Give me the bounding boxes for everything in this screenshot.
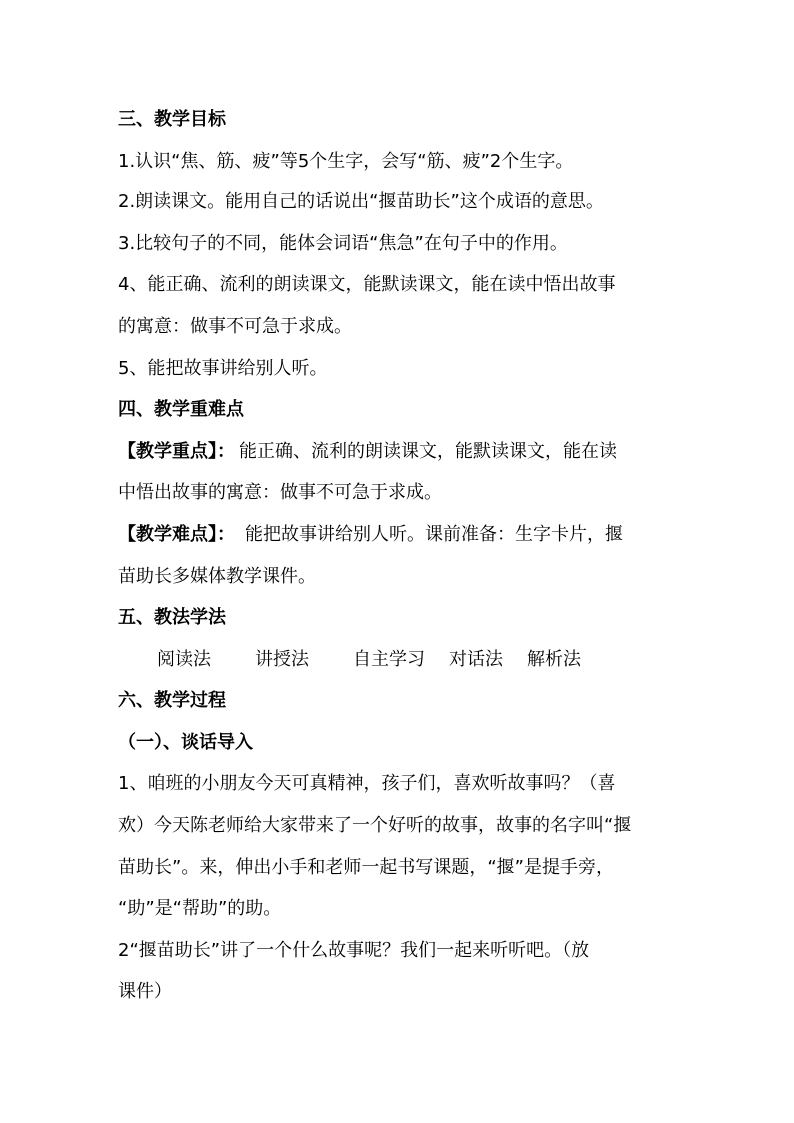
method-item: 自主学习 [353,649,425,670]
methods-list [157,648,581,672]
goal-item-5: 5、能把故事讲给别人听。 [118,358,328,379]
section-heading-methods: 五、教法学法 [118,607,226,628]
section-heading-teaching-goals: 三、教学目标 [118,109,226,130]
goal-item-2: 2.朗读课文。能用自己的话说出“揠苗助长”这个成语的意思。 [118,191,604,212]
goal-item-1: 1.认识“焦、筋、疲”等5个生字，会写“筋、疲”2个生字。 [118,151,574,172]
goal-item-4-line-2: 的寓意：做事不可急于求成。 [118,316,352,337]
key-point-line-1 [118,440,617,464]
method-item: 解析法 [527,649,581,670]
process-p1-line-3: 苗助长”。来，伸出小手和老师一起书写课题，“揠”是提手旁， [118,857,614,878]
process-p1-line-4: “助”是“帮助”的助。 [118,898,282,919]
difficulty-text: 能把故事讲给别人听。课前准备：生字卡片，揠 [245,524,623,545]
difficulty-line-2: 苗助长多媒体教学课件。 [118,566,316,587]
section-heading-process: 六、教学过程 [118,690,226,711]
goal-item-3: 3.比较句子的不同，能体会词语“焦急”在句子中的作用。 [118,233,568,254]
method-item: 对话法 [449,649,503,670]
key-point-line-2: 中悟出故事的寓意：做事不可急于求成。 [118,482,442,503]
process-p2-line-2: 课件） [118,981,172,1002]
method-item: 阅读法 [157,649,211,670]
key-point-label: 【教学重点】： [118,441,235,462]
difficulty-label: 【教学难点】： [118,524,235,545]
difficulty-line-1 [118,523,623,547]
goal-item-4-line-1: 4、能正确、流利的朗读课文，能默读课文，能在读中悟出故事 [118,274,616,295]
subsection-heading-intro: （一）、谈话导入 [118,732,253,753]
process-p1-line-1: 1、咱班的小朋友今天可真精神，孩子们，喜欢听故事吗？（喜 [118,773,616,794]
section-heading-key-difficulties: 四、教学重难点 [118,399,244,420]
key-point-text: 能正确、流利的朗读课文，能默读课文，能在读 [239,441,617,462]
process-p2-line-1: 2“揠苗助长”讲了一个什么故事呢？我们一起来听听吧。（放 [118,940,590,961]
method-item: 讲授法 [255,649,309,670]
process-p1-line-2: 欢）今天陈老师给大家带来了一个好听的故事，故事的名字叫“揠 [118,815,632,836]
